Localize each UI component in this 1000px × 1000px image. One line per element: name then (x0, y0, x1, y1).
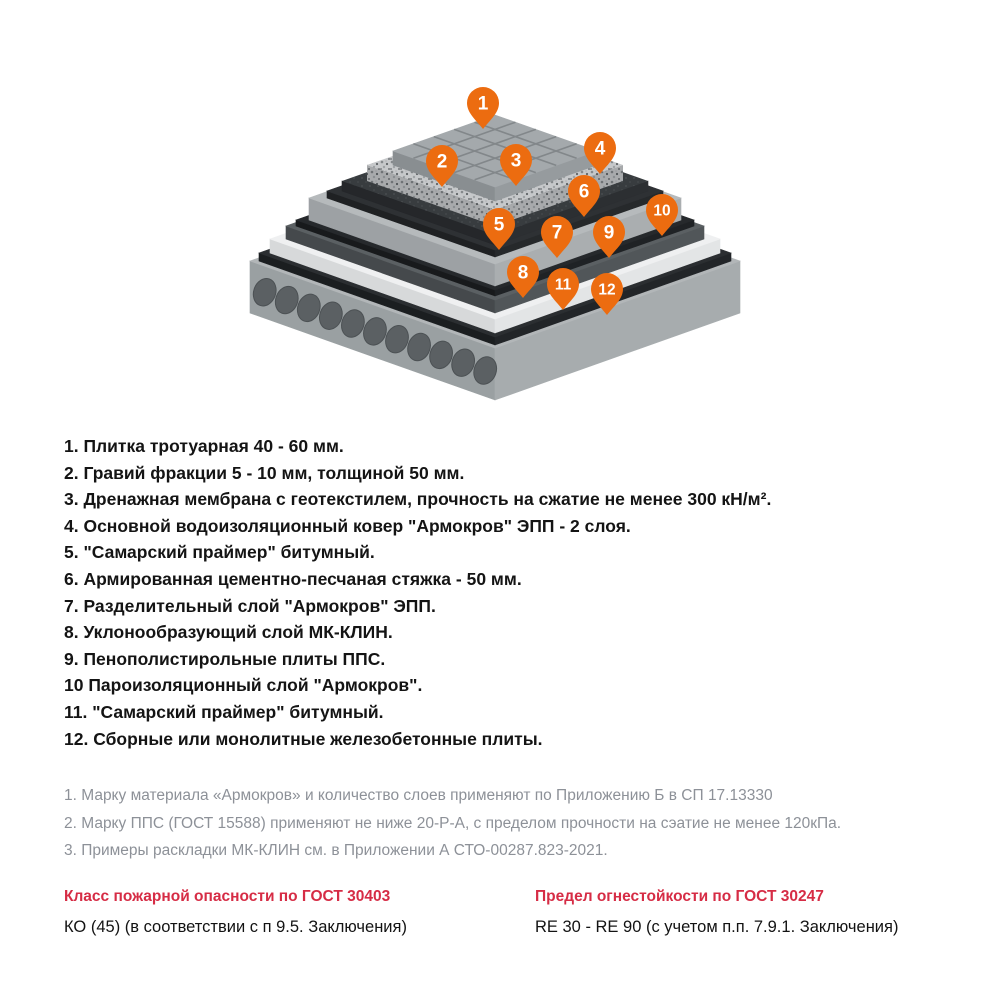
pin-number: 1 (477, 93, 489, 115)
layer-list-item: 3. Дренажная мембрана с геотекстилем, прочность на сжатие не менее 300 кН/м². (64, 489, 772, 510)
layer-list-item: 12. Сборные или монолитные железобетонные плиты. (64, 728, 543, 749)
pin-number: 9 (603, 222, 615, 244)
footnote-item: 1. Марку материала «Армокров» и количество слоев применяют по Приложению Б в СП 17.13330 (64, 787, 773, 804)
layers-stack (250, 115, 740, 400)
layer-list-item: 11. "Самарский праймер" битумный. (64, 701, 384, 722)
layer-list-item: 10 Пароизоляционный слой "Армокров". (64, 675, 423, 696)
layers-legend-list (64, 433, 771, 752)
fire-resistance-value: RE 30 - RE 90 (с учетом п.п. 7.9.1. Заключения) (535, 918, 899, 936)
layer-list-item: 8. Уклонообразующий слой МК-КЛИН. (64, 622, 393, 643)
footnotes (64, 782, 841, 865)
pin-number: 5 (493, 214, 505, 236)
layer-list-item: 1. Плитка тротуарная 40 - 60 мм. (64, 436, 344, 456)
pin-number: 4 (594, 138, 606, 160)
fire-resistance-block (535, 888, 898, 937)
pin-number: 10 (653, 202, 671, 220)
footnote-item: 3. Примеры раскладки МК-КЛИН см. в Приложении А СТО-00287.823-2021. (64, 842, 608, 860)
layer-list-item: 9. Пенополистирольные плиты ППС. (64, 648, 386, 669)
footnote-item: 2. Марку ППС (ГОСТ 15588) применяют не ниже 20-Р-А, с пределом прочности на сэатие не менее 120кПа. (64, 814, 842, 832)
fire-hazard-class-title: Класс пожарной опасности по ГОСТ 30403 (64, 888, 391, 905)
pin-number: 11 (554, 276, 572, 294)
pin-number: 7 (551, 222, 563, 244)
fire-hazard-class-value: КО (45) (в соответствии с п 9.5. Заключения) (64, 918, 407, 936)
layer-list-item: 2. Гравий фракции 5 - 10 мм, толщиной 50 мм. (64, 462, 465, 483)
pin-number: 2 (436, 151, 448, 173)
layer-list-item: 5. "Самарский праймер" битумный. (64, 542, 375, 563)
pin-number: 6 (578, 181, 590, 203)
pin-number: 3 (510, 150, 522, 172)
fire-hazard-class-block (64, 888, 407, 937)
layer-list-item: 7. Разделительный слой "Армокров" ЭПП. (64, 595, 436, 616)
pin-number: 12 (598, 281, 616, 299)
roof-layers-diagram (0, 0, 1000, 430)
pin-number: 8 (517, 262, 529, 284)
layer-list-item: 4. Основной водоизоляционный ковер "Армокров" ЭПП - 2 слоя. (64, 515, 631, 536)
layer-list-item: 6. Армированная цементно-песчаная стяжка - 50 мм. (64, 568, 522, 589)
fire-resistance-title: Предел огнестойкости по ГОСТ 30247 (535, 888, 824, 905)
